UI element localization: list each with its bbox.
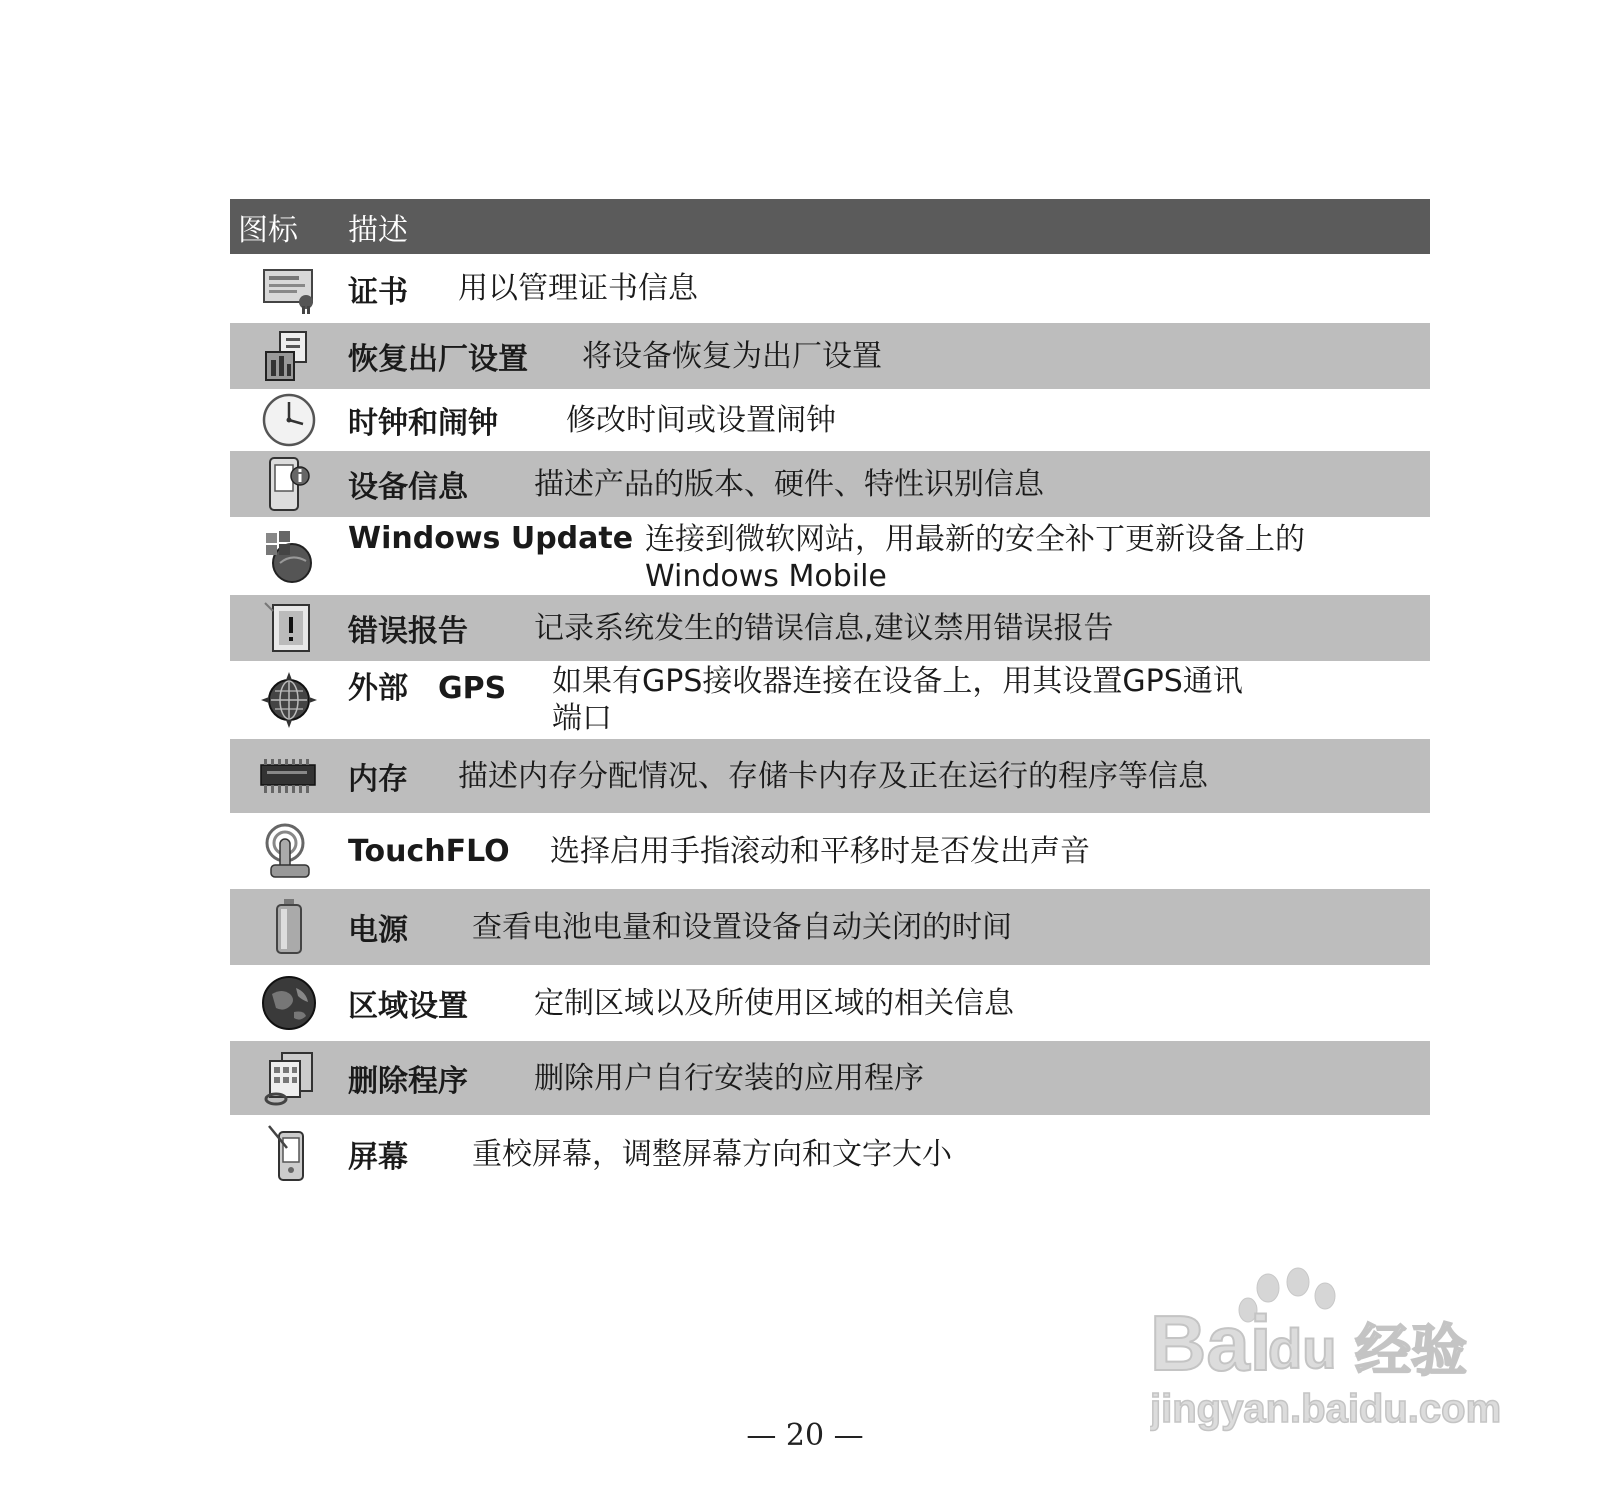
table-header xyxy=(230,199,1430,254)
row-desc: 修改时间或设置闹钟 xyxy=(566,402,836,438)
row-name: 内存 xyxy=(348,762,408,797)
row-name: 设备信息 xyxy=(348,470,468,505)
windows-update-icon xyxy=(230,527,348,585)
certificate-icon xyxy=(230,264,348,314)
globe-icon xyxy=(230,974,348,1032)
baidu-watermark-logo xyxy=(1150,1260,1530,1440)
row-name: 电源 xyxy=(348,913,408,948)
row-desc-line2: Windows Mobile xyxy=(645,559,887,594)
row-desc: 连接到微软网站，用最新的安全补丁更新设备上的 xyxy=(645,522,1305,557)
row-desc: 查看电池电量和设置设备自动关闭的时间 xyxy=(472,909,1012,945)
table-row xyxy=(230,813,1430,889)
row-desc: 如果有GPS接收器连接在设备上，用其设置GPS通讯 xyxy=(552,664,1243,699)
row-desc-block xyxy=(645,521,1305,595)
row-name: 错误报告 xyxy=(348,614,468,649)
touchflo-icon xyxy=(230,821,348,881)
row-name: 屏幕 xyxy=(348,1140,408,1175)
row-name: 证书 xyxy=(348,274,408,310)
row-name: 区域设置 xyxy=(348,989,468,1024)
row-name: 删除程序 xyxy=(348,1064,468,1099)
row-desc: 记录系统发生的错误信息,建议禁用错误报告 xyxy=(534,610,1114,646)
table-row xyxy=(230,1115,1430,1193)
table-row xyxy=(230,254,1430,323)
row-name: 外部 GPS xyxy=(348,671,507,706)
gps-icon xyxy=(230,672,348,728)
watermark-brand: Bai xyxy=(1150,1299,1272,1387)
row-desc: 重校屏幕，调整屏幕方向和文字大小 xyxy=(472,1136,952,1172)
table-row xyxy=(230,1041,1430,1115)
row-desc: 用以管理证书信息 xyxy=(458,271,698,306)
row-desc-line2: 端口 xyxy=(552,701,612,736)
watermark-url: jingyan.baidu.com xyxy=(1150,1387,1502,1431)
page-number: — 20 — xyxy=(746,1418,864,1453)
row-name: 恢复出厂设置 xyxy=(348,342,528,377)
table-row xyxy=(230,965,1430,1041)
battery-icon xyxy=(230,897,348,957)
row-desc: 选择启用手指滚动和平移时是否发出声音 xyxy=(550,833,1090,869)
table-row xyxy=(230,739,1430,813)
error-report-icon xyxy=(230,599,348,657)
memory-icon xyxy=(230,751,348,801)
table-row xyxy=(230,661,1430,739)
row-desc: 删除用户自行安装的应用程序 xyxy=(534,1060,924,1096)
row-name: TouchFLO xyxy=(348,833,510,869)
table-row xyxy=(230,451,1430,517)
settings-table xyxy=(230,199,1430,1193)
clock-icon xyxy=(230,392,348,448)
row-desc: 将设备恢复为出厂设置 xyxy=(582,338,882,374)
table-row xyxy=(230,595,1430,661)
row-desc: 定制区域以及所使用区域的相关信息 xyxy=(534,985,1014,1021)
row-name: 时钟和闹钟 xyxy=(348,406,498,441)
table-row xyxy=(230,889,1430,965)
row-name: Windows Update xyxy=(348,521,634,556)
device-info-icon xyxy=(230,454,348,514)
remove-programs-icon xyxy=(230,1049,348,1107)
factory-reset-icon xyxy=(230,328,348,384)
header-icon-col: 图标 xyxy=(238,212,298,248)
table-row xyxy=(230,389,1430,451)
table-row xyxy=(230,323,1430,389)
row-desc: 描述产品的版本、硬件、特性识别信息 xyxy=(534,466,1044,502)
watermark-suffix: 经验 xyxy=(1355,1319,1467,1384)
watermark-paw-text: du xyxy=(1268,1317,1337,1380)
table-row xyxy=(230,517,1430,595)
header-desc-col: 描述 xyxy=(348,212,408,248)
screen-icon xyxy=(230,1124,348,1184)
row-desc: 描述内存分配情况、存储卡内存及正在运行的程序等信息 xyxy=(458,758,1208,794)
row-desc-block xyxy=(552,663,1243,737)
